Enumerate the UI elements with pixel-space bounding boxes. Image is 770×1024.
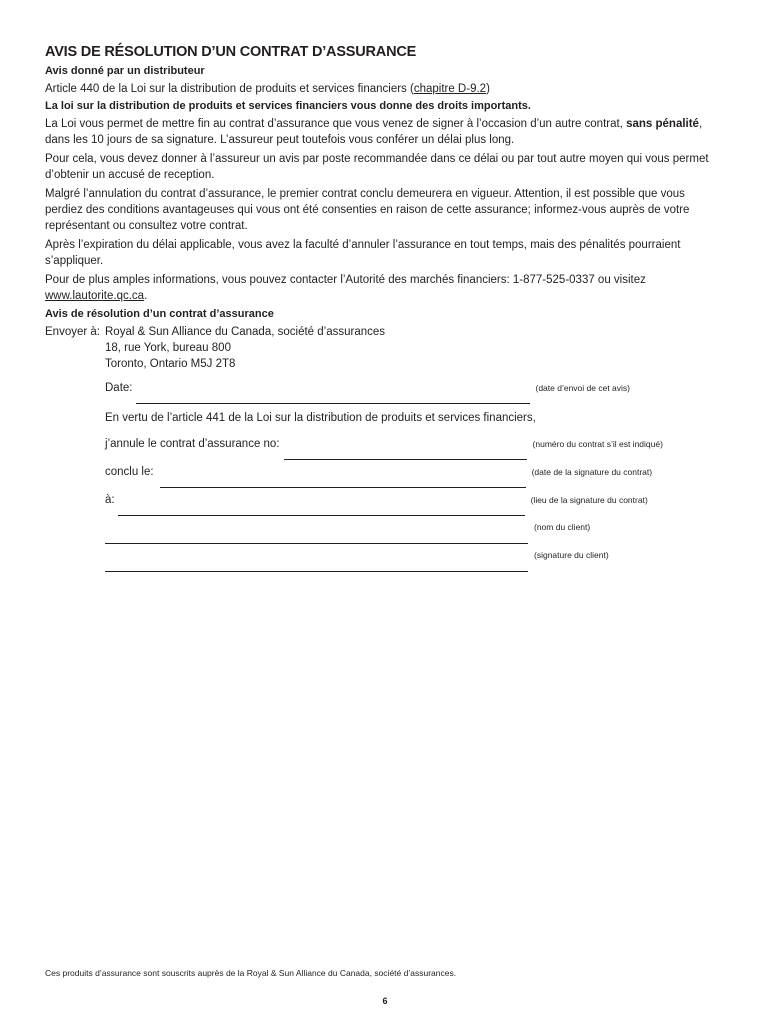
address-line: Royal & Sun Alliance du Canada, société d’assurances xyxy=(105,326,386,338)
notice-heading: Avis de résolution d’un contrat d’assurance xyxy=(45,308,274,320)
client-signature-row xyxy=(105,550,725,578)
contract-number-note: (numéro du contrat s’il est indiqué) xyxy=(532,439,663,449)
send-to-block xyxy=(45,324,725,372)
article-reference xyxy=(45,81,725,97)
recipient-address xyxy=(105,324,385,372)
date-label: Date: xyxy=(105,382,133,394)
place-field[interactable] xyxy=(118,505,525,516)
paragraph-5-end: . xyxy=(144,290,148,302)
date-field[interactable] xyxy=(136,393,530,404)
send-to-label: Envoyer à: xyxy=(45,326,100,338)
rights-heading: La loi sur la distribution de produits et services financiers vous donne des droits importants. xyxy=(45,100,531,112)
article-text: Article 440 de la Loi sur la distribution de produits et services financiers ( xyxy=(45,83,414,95)
place-label: à: xyxy=(105,494,115,506)
date-note: (date d’envoi de cet avis) xyxy=(535,383,630,393)
client-name-note: (nom du client) xyxy=(534,522,591,532)
document-body xyxy=(45,44,725,578)
amf-website-link[interactable]: www.lautorite.qc.ca xyxy=(45,290,145,302)
paragraph-1-start: La Loi vous permet de mettre fin au contrat d’assurance que vous venez de signer à l’occasion d’un autre contrat, xyxy=(45,118,627,130)
place-row xyxy=(105,494,725,522)
contract-number-row xyxy=(105,438,725,466)
concluded-date-note: (date de la signature du contrat) xyxy=(531,467,653,477)
concluded-date-label: conclu le: xyxy=(105,466,154,478)
contract-number-field[interactable] xyxy=(284,449,527,460)
resolution-form xyxy=(105,382,725,578)
client-signature-field[interactable] xyxy=(105,561,528,572)
subtitle: Avis donné par un distributeur xyxy=(45,65,205,77)
contract-number-label: j’annule le contrat d’assurance no: xyxy=(105,438,280,450)
date-row xyxy=(105,382,725,410)
paragraph-3: Malgré l’annulation du contrat d’assurance, le premier contrat conclu demeurera en vigueur. Attention, il est possible que vous perdiez des conditions avantageuses qui vous ont été consenties en raison de cette assurance; informez-vous auprès de votre représentant ou consultez votre contrat. xyxy=(45,188,690,232)
footer-disclaimer: Ces produits d’assurance sont souscrits auprès de la Royal & Sun Alliance du Canada, société d’assurances. xyxy=(45,968,457,978)
form-statement: En vertu de l’article 441 de la Loi sur la distribution de produits et services financiers, xyxy=(105,412,536,424)
paragraph-1 xyxy=(45,116,725,148)
place-note: (lieu de la signature du contrat) xyxy=(530,495,648,505)
client-name-row xyxy=(105,522,725,550)
concluded-date-field[interactable] xyxy=(160,477,526,488)
paragraph-1-end: , dans les 10 jours de sa signature. L’assureur peut toutefois vous conférer un délai plus long. xyxy=(45,118,703,146)
paragraph-5 xyxy=(45,272,725,304)
article-close: ) xyxy=(486,83,490,95)
chapter-link[interactable]: chapitre D-9.2 xyxy=(413,83,487,95)
page-title: AVIS DE RÉSOLUTION D’UN CONTRAT D’ASSURANCE xyxy=(45,44,417,60)
client-signature-note: (signature du client) xyxy=(534,550,609,560)
concluded-date-row xyxy=(105,466,725,494)
paragraph-1-bold: sans pénalité xyxy=(626,118,699,130)
address-line: 18, rue York, bureau 800 xyxy=(105,342,231,354)
paragraph-2: Pour cela, vous devez donner à l’assureur un avis par poste recommandée dans ce délai ou par tout autre moyen qui vous permet d’obtenir un accusé de reception. xyxy=(45,153,709,181)
page-number: 6 xyxy=(382,996,388,1006)
client-name-field[interactable] xyxy=(105,533,528,544)
paragraph-5-start: Pour de plus amples informations, vous pouvez contacter l’Autorité des marchés financiers: 1-877-525-0337 ou visitez xyxy=(45,274,646,286)
paragraph-4: Après l’expiration du délai applicable, vous avez la faculté d’annuler l’assurance en tout temps, mais des pénalités pourraient s’appliquer. xyxy=(45,239,681,267)
address-line: Toronto, Ontario M5J 2T8 xyxy=(105,358,236,370)
